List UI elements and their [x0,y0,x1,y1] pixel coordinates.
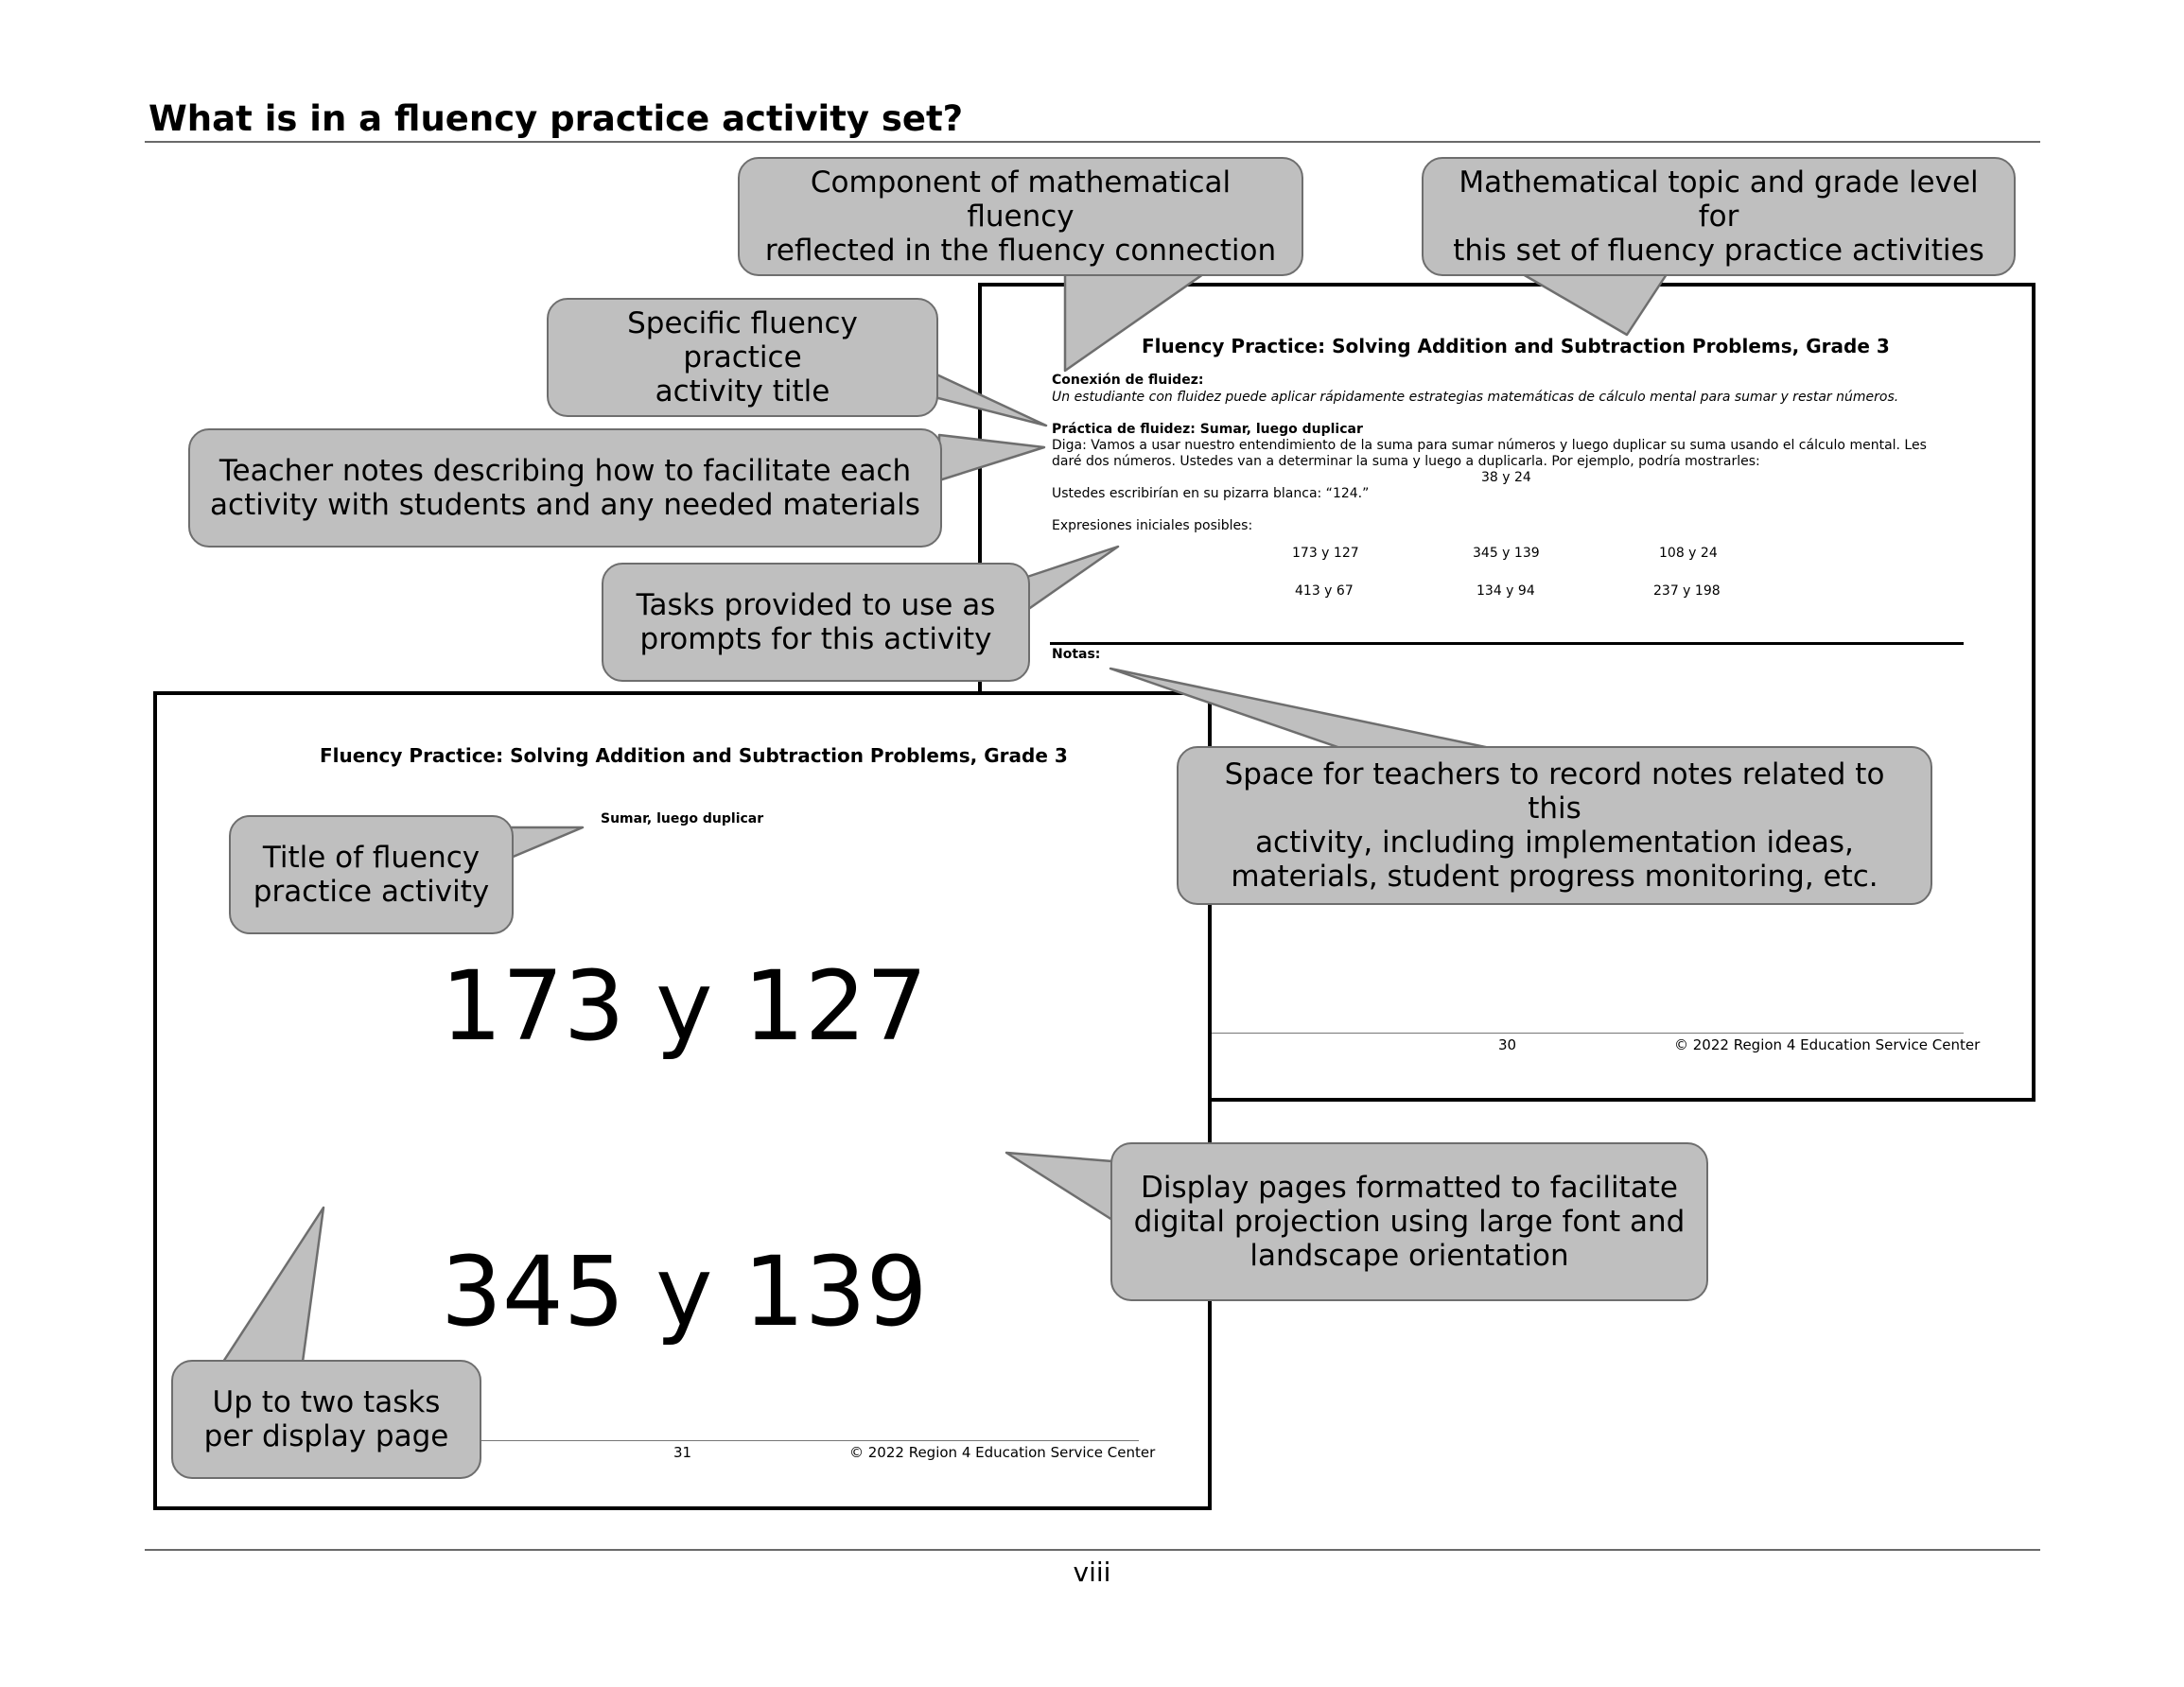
connection-label: Conexión de fluidez: [1052,373,1204,388]
display-footer-copyright: © 2022 Region 4 Education Service Center [849,1444,1156,1461]
callout-topic-grade: Mathematical topic and grade level for this set of fluency practice activities [1422,157,2016,276]
callout-display-pages: Display pages formatted to facilitate digital projection using large font and landscape orientation [1110,1142,1708,1301]
expression-item: 345 y 139 [1473,546,1540,561]
teacher-footer-page: 30 [1498,1036,1517,1053]
pointer-title-of-activity [511,827,583,858]
expression-item: 173 y 127 [1292,546,1359,561]
callout-fluency-component: Component of mathematical fluency reflected in the fluency connection [738,157,1303,276]
bottom-rule [145,1549,2040,1551]
callout-teacher-notes: Teacher notes describing how to facilitate each activity with students and any needed materials [188,428,942,548]
callout-activity-title: Specific fluency practice activity title [547,298,938,417]
pointer-activity-title [935,374,1046,426]
pointer-teacher-notes [939,435,1044,480]
say-line-1: Diga: Vamos a usar nuestro entendimiento de la suma para sumar números y luego duplicar su suma usando el cálculo mental. Les [1052,438,1927,453]
expression-item: 413 y 67 [1295,583,1354,599]
example-value: 38 y 24 [1481,470,1531,485]
callout-title-of-activity: Title of fluency practice activity [229,815,514,934]
pointer-notes-space [1110,669,1494,749]
display-task-2: 345 y 139 [441,1236,928,1348]
pointer-component [1065,274,1203,371]
pointer-topic [1523,274,1667,335]
expressions-label: Expresiones iniciales posibles: [1052,518,1253,533]
callout-notes-space: Space for teachers to record notes related to this activity, including implementation ideas, materials, student progress monitoring, etc. [1177,746,1932,905]
whiteboard-line: Ustedes escribirían en su pizarra blanca: “124.” [1052,486,1370,501]
expression-item: 134 y 94 [1476,583,1535,599]
pointer-two-tasks [223,1208,323,1362]
expression-item: 108 y 24 [1659,546,1718,561]
callout-tasks: Tasks provided to use as prompts for this activity [602,563,1030,682]
connection-text: Un estudiante con fluidez puede aplicar rápidamente estrategias matemáticas de cálculo mental para sumar y restar números. [1052,390,1899,405]
display-page-title: Fluency Practice: Solving Addition and Subtraction Problems, Grade 3 [320,744,1068,767]
say-line-2: daré dos números. Ustedes van a determinar la suma y luego a duplicarla. Por ejemplo, podría mostrarles: [1052,454,1760,469]
notes-label: Notas: [1052,647,1101,662]
pointer-tasks [1027,547,1118,610]
teacher-page-title: Fluency Practice: Solving Addition and Subtraction Problems, Grade 3 [1142,335,1890,357]
page-heading: What is in a fluency practice activity set? [149,98,964,139]
display-task-1: 173 y 127 [441,950,928,1063]
pointer-display-pages [1006,1153,1112,1220]
display-activity-title: Sumar, luego duplicar [601,811,764,826]
display-footer-page: 31 [673,1444,692,1461]
expression-item: 237 y 198 [1653,583,1721,599]
callout-two-tasks: Up to two tasks per display page [171,1360,481,1479]
page-number: viii [1073,1557,1111,1588]
teacher-footer-copyright: © 2022 Region 4 Education Service Center [1674,1036,1981,1053]
practice-label: Práctica de fluidez: Sumar, luego duplicar [1052,422,1363,437]
